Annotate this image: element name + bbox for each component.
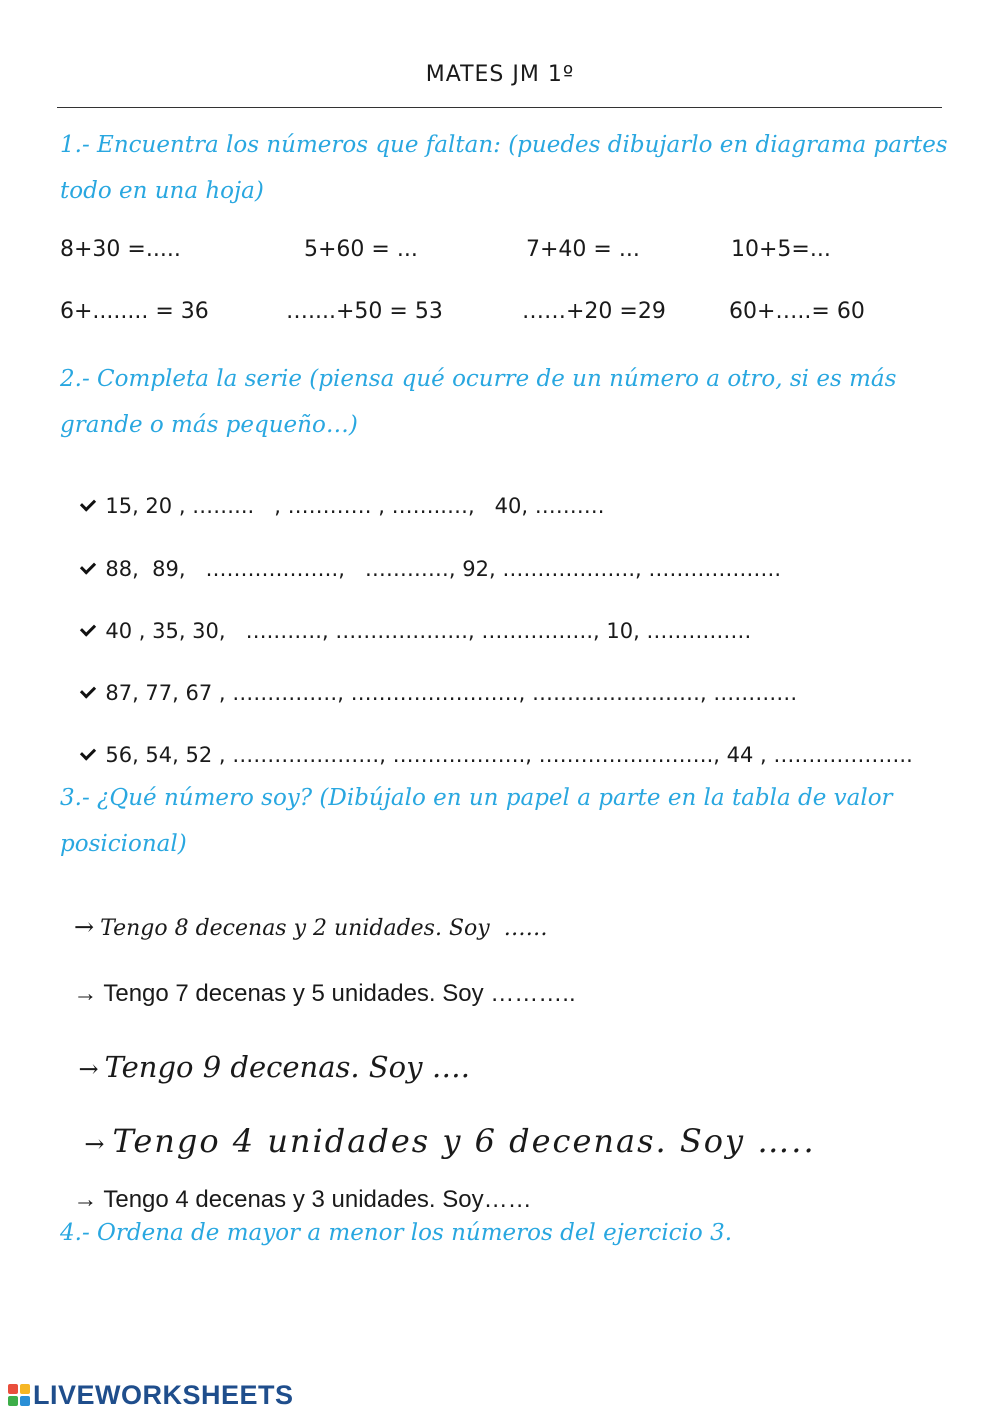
series-row: 15, 20 , ……... , ………… , ……..…, 40, ……….	[68, 470, 604, 518]
riddle-item: → Tengo 7 decenas y 5 unidades. Soy ………..	[73, 980, 576, 1007]
series-row: 88, 89, ………………., …………, 92, ………………., ……………….	[68, 533, 781, 581]
series-row: 56, 54, 52 , …………………, ………………., ……………………., 44 , ………………..	[68, 719, 913, 767]
logo-squares-icon	[8, 1384, 30, 1406]
equation-1-4: 10+5=...	[731, 237, 831, 262]
logo-square	[20, 1396, 30, 1406]
check-icon	[80, 744, 96, 760]
title-divider	[57, 107, 942, 108]
arrow-icon: →	[73, 980, 98, 1007]
equation-2-2: …....+50 = 53	[286, 299, 443, 324]
check-icon	[80, 682, 96, 698]
logo-text: LIVEWORKSHEETS	[33, 1379, 294, 1410]
series-row: 40 , 35, 30, ….……., ………………., ……………., 10, ……………	[68, 595, 751, 643]
logo-square	[20, 1384, 30, 1394]
equation-2-3: ……+20 =29	[522, 299, 666, 324]
section-4-heading: 4.- Ordena de mayor a menor los números del ejercicio 3.	[60, 1220, 733, 1246]
check-icon	[80, 495, 96, 511]
arrow-icon: →	[74, 913, 95, 941]
equation-1-1: 8+30 =.....	[60, 237, 181, 262]
logo-square	[8, 1384, 18, 1394]
page-title: MATES JM 1º	[425, 62, 575, 87]
equation-2-1: 6+........ = 36	[60, 299, 209, 324]
riddle-item: → Tengo 8 decenas y 2 unidades. Soy ……	[74, 913, 548, 941]
riddle-item: → Tengo 4 unidades y 6 decenas. Soy …..	[84, 1122, 816, 1160]
arrow-icon: →	[73, 1186, 98, 1213]
equation-2-4: 60+…..= 60	[729, 299, 865, 324]
arrow-icon: →	[78, 1055, 99, 1083]
section-3-heading: 3.- ¿Qué número soy? (Dibújalo en un papel a parte en la tabla de valor posicional)	[60, 785, 893, 857]
logo-square	[8, 1396, 18, 1406]
equation-1-2: 5+60 = ...	[304, 237, 418, 262]
series-row: 87, 77, 67 , ……………, ……………………, ……………………, …………	[68, 657, 797, 705]
equation-1-3: 7+40 = ...	[526, 237, 640, 262]
section-1-heading: 1.- Encuentra los números que faltan: (puedes dibujarlo en diagrama partes todo en una hoja)	[60, 132, 948, 204]
check-icon	[80, 558, 96, 574]
riddle-item: → Tengo 4 decenas y 3 unidades. Soy……	[73, 1186, 532, 1213]
arrow-icon: →	[84, 1130, 107, 1158]
liveworksheets-logo	[8, 1380, 294, 1410]
section-2-heading: 2.- Completa la serie (piensa qué ocurre de un número a otro, si es más grande o más pequeño…)	[60, 366, 897, 438]
check-icon	[80, 620, 96, 636]
riddle-item: → Tengo 9 decenas. Soy ….	[78, 1050, 470, 1084]
